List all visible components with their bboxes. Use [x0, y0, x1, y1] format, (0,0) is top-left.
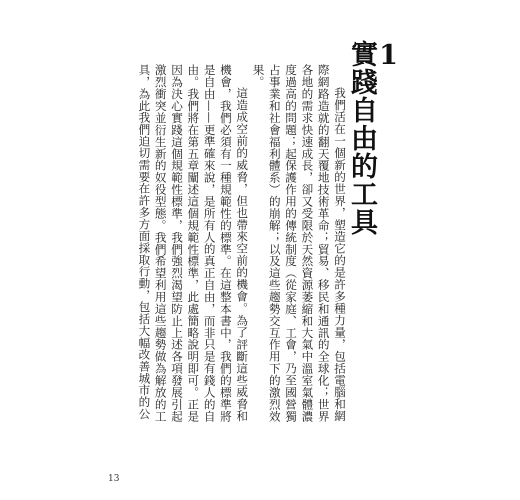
body-text: [136, 64, 348, 422]
chapter-number: 1: [373, 40, 404, 72]
paragraph-2: 這造成空前的威脅，但也帶來空前的機會。為了評斷這些威脅和機會，我們必須有一種規範性的標準。在這整本書中，我們的標準將是自由——更準確來說，是所有人的真正自由，而非只是有錢人的自由。我們將在第五章闡述這個規範性標準，此處簡略說明即可。正是因為決心實踐這個規範性標準，我們強烈渴望防止上述各項發展引起激烈衝突並衍生新的奴役型態。我們希望利用這些趨勢做為解放的工具，為此我們迫切需要在許多方面採取行動，包括大幅改善城市的公: [137, 64, 250, 422]
paragraph-1: 我們活在一個新的世界，塑造它的是許多種力量，包括電腦和網際網路造就的翻天覆地技術革命；貿易、移民和通訊的全球化；世界各地的需求快速成長，卻又受限於天然資源萎縮和大氣中溫室氣體濃度過高的問題；起保護作用的傳統制度（從家庭、工會，乃至國營獨占事業和社會福利體系）的崩解；以及這些趨勢交互作用下的激烈效果。: [251, 64, 347, 422]
page-number: 13: [108, 474, 120, 484]
chapter-title-text: 實踐自由的工具: [346, 40, 377, 236]
chapter-heading: [348, 40, 402, 236]
